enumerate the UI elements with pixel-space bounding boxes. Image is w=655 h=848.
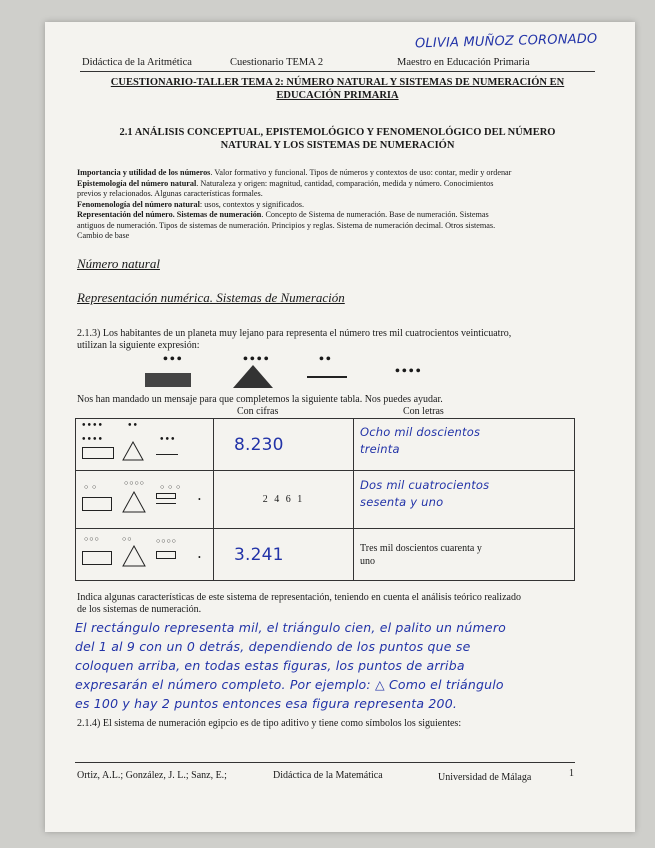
symbol-cell: ○○○ ○○ ○○○○ • [76, 529, 214, 581]
answer-line-4: expresarán el número completo. Por ejemplo: △ Como el triángulo [75, 677, 504, 692]
topics-block [77, 168, 597, 242]
table-row [76, 419, 575, 471]
handwritten-name: OLIVIA MUÑOZ CORONADO [414, 31, 598, 52]
letters-cell: Tres mil doscientos cuarenta y uno [354, 529, 575, 581]
topic-4-text: . Concepto de Sistema de numeración. Base de numeración. Sistemas [261, 210, 489, 219]
table-row [76, 471, 575, 529]
dots-two: •• [319, 352, 333, 367]
section-heading-line2: NATURAL Y LOS SISTEMAS DE NUMERACIÓN [220, 140, 455, 151]
stick-symbol [307, 376, 347, 378]
page-title-line2: EDUCACIÓN PRIMARIA [276, 90, 399, 101]
handwritten-answer [75, 618, 605, 713]
footer-course: Didáctica de la Matemática [273, 770, 383, 781]
table-row [76, 529, 575, 581]
footer-university: Universidad de Málaga [438, 772, 532, 783]
question-214: 2.1.4) El sistema de numeración egipcio es de tipo aditivo y tiene como símbolos los siguientes: [77, 718, 462, 729]
topic-1-text: . Valor formativo y funcional. Tipos de números y contextos de uso: contar, medir y ordenar [210, 168, 512, 177]
section-heading-line1: 2.1 ANÁLISIS CONCEPTUAL, EPISTEMOLÓGICO Y FENOMENOLÓGICO DEL NÚMERO [119, 127, 556, 138]
dots-three: ••• [163, 352, 184, 367]
symbol-table [75, 418, 575, 581]
answer-line-5: es 100 y hay 2 puntos entonces esa figura representa 200. [75, 696, 458, 711]
topic-4-continued-1: antiguos de numeración. Tipos de sistemas de numeración. Principios y reglas. Sistema de numeración decimal. Otros sistemas. [77, 220, 496, 230]
header-rule [80, 71, 595, 72]
page-title-line1: CUESTIONARIO-TALLER TEMA 2: NÚMERO NATURAL Y SISTEMAS DE NUMERACIÓN EN [110, 77, 565, 88]
alien-expression [145, 353, 545, 393]
answer-figures-3: 3.241 [234, 545, 284, 565]
footer-authors: Ortiz, A.L.; González, J. L.; Sanz, E.; [77, 770, 227, 781]
figures-cell: 2 4 6 1 [214, 471, 354, 529]
topic-3-title: Fenomenología del número natural [77, 199, 200, 209]
col-header-letters: Con letras [403, 406, 444, 417]
topic-2-text: . Naturaleza y origen: magnitud, cantidad, comparación, medida y número. Conocimientos [196, 178, 494, 188]
symbol-cell: •••• •• •••• ••• [76, 419, 214, 471]
heading-representacion: Representación numérica. Sistemas de Numeración [77, 290, 345, 305]
topic-2-title: Epistemología del número natural [77, 178, 197, 188]
indica-line1: Indica algunas características de este sistema de representación, teniendo en cuenta el análisis teórico realizado [77, 592, 521, 603]
rectangle-symbol [145, 373, 191, 387]
answer-letters-1: Ocho mil doscientos treinta [360, 425, 481, 456]
indica-prompt [77, 592, 602, 616]
answer-line-3: coloquen arriba, en todas estas figuras, los puntos de arriba [75, 658, 465, 673]
heading-numero-natural: Número natural [77, 256, 160, 271]
topic-1-title: Importancia y utilidad de los números [77, 168, 211, 177]
dots-four: •••• [243, 352, 271, 367]
dots-four-alone: •••• [395, 364, 423, 379]
question-213 [77, 328, 602, 352]
symbol-cell: ○ ○ ○○○○ ○ ○ ○ • [76, 471, 214, 529]
figures-cell [214, 419, 354, 471]
col-header-figures: Con cifras [237, 406, 279, 417]
answer-figures-1: 8.230 [234, 435, 284, 455]
header-right: Maestro en Educación Primaria [397, 57, 530, 68]
question-213-line2: utilizan la siguiente expresión: [77, 340, 200, 351]
topic-3-text: : usos, contextos y significados. [199, 199, 305, 209]
topic-2-continued: previos y relacionados. Algunas características formales. [77, 189, 263, 198]
topic-4-continued-2: Cambio de base [77, 231, 130, 240]
page-title [75, 76, 600, 102]
answer-line-2: del 1 al 9 con un 0 detrás, dependiendo de los puntos que se [75, 639, 471, 654]
header-center: Cuestionario TEMA 2 [230, 57, 324, 68]
document-page [45, 22, 635, 832]
header-left: Didáctica de la Aritmética [82, 57, 192, 68]
topic-4-title: Representación del número. Sistemas de numeración [77, 210, 262, 219]
footer-rule [75, 762, 575, 763]
triangle-symbol [231, 363, 275, 389]
letters-cell [354, 471, 575, 529]
question-213-line1: 2.1.3) Los habitantes de un planeta muy lejano para representa el número tres mil cuatrocientos veinticuatro, [77, 328, 512, 339]
answer-line-1: El rectángulo representa mil, el triángulo cien, el palito un número [75, 620, 507, 635]
page-number: 1 [569, 768, 574, 779]
figures-cell [214, 529, 354, 581]
letters-cell [354, 419, 575, 471]
answer-letters-2: Dos mil cuatrocientos sesenta y uno [360, 478, 490, 509]
message-text: Nos han mandado un mensaje para que completemos la siguiente tabla. Nos puedes ayudar. [77, 394, 443, 405]
section-heading [75, 126, 600, 152]
indica-line2: de los sistemas de numeración. [77, 604, 202, 615]
